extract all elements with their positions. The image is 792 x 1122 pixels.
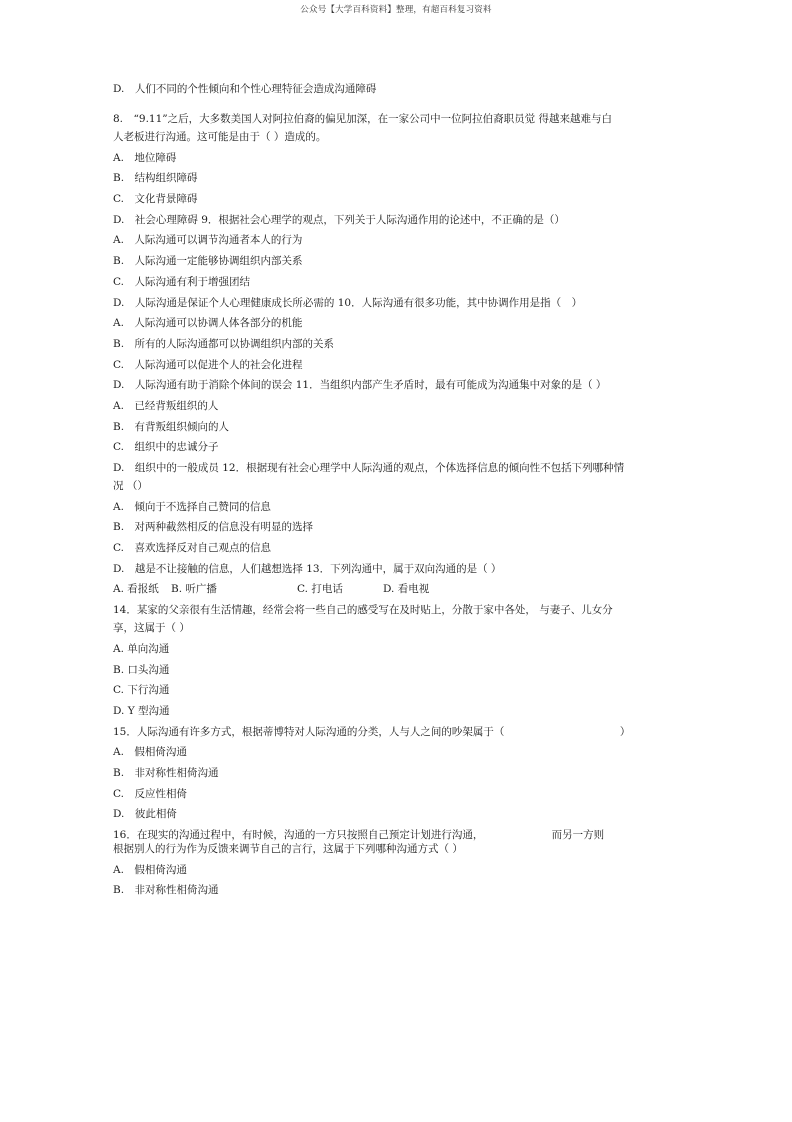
text-line: C. 下行沟通 xyxy=(113,684,170,697)
q13-options xyxy=(113,582,683,596)
text-line: 人老板进行沟通。这可能是由于（ ）造成的。 xyxy=(113,131,327,143)
text-line: D. 人际沟通是保证个人心理健康成长所必需的 10．人际沟通有很多功能，其中协调作用是指（ ） xyxy=(113,296,583,309)
option-d: D. 看电视 xyxy=(383,583,430,596)
text-line: A. 单向沟通 xyxy=(113,642,170,655)
text-line: B. 对两种截然相反的信息没有明显的选择 xyxy=(113,521,314,534)
text-line: A. 已经背叛组织的人 xyxy=(113,399,219,412)
text-line: C. 组织中的忠诚分子 xyxy=(113,441,219,454)
option-b: B. 听广播 xyxy=(171,583,217,596)
text-line: C. 喜欢选择反对自己观点的信息 xyxy=(113,542,271,555)
option-a: A. 看报纸 xyxy=(113,583,159,596)
text-line: 8. “9.11”之后，大多数美国人对阿拉伯裔的偏见加深，在一家公司中一位阿拉伯裔职员觉 得越来越难与白 xyxy=(113,113,612,125)
text-line: 享，这属于（ ） xyxy=(113,622,190,635)
text-line: C. 人际沟通有利于增强团结 xyxy=(113,275,250,288)
text-line: B. 有背叛组织倾向的人 xyxy=(113,420,230,433)
text-line: B. 人际沟通一定能够协调组织内部关系 xyxy=(113,255,303,268)
text-line: D. 彼此相倚 xyxy=(113,808,177,821)
document-body xyxy=(113,82,683,897)
text-line: 16．在现实的沟通过程中，有时候，沟通的一方只按照自己预定计划进行沟通， 而另一方则 xyxy=(113,829,605,841)
text-line: A. 倾向于不选择自己赞同的信息 xyxy=(113,500,271,513)
text-line: B. 结构组织障碍 xyxy=(113,172,198,185)
page-header: 公众号【大学百科资料】整理，有超百科复习资料 xyxy=(300,5,492,15)
text-line: D. 社会心理障碍 9．根据社会心理学的观点，下列关于人际沟通作用的论述中，不正确的是（） xyxy=(113,213,565,226)
text-line: C. 人际沟通可以促进个人的社会化进程 xyxy=(113,358,303,371)
text-line: B. 非对称性相倚沟通 xyxy=(113,766,219,779)
text-line: B. 口头沟通 xyxy=(113,663,170,676)
text-line: 况 （） xyxy=(113,480,148,492)
text-line: D. Y 型沟通 xyxy=(113,704,170,717)
text-line: D. 越是不让接触的信息，人们越想选择 13．下列沟通中，属于双向沟通的是（ ） xyxy=(113,562,502,575)
text-line: C. 反应性相倚 xyxy=(113,787,187,800)
text-line: D. 人们不同的个性倾向和个性心理特征会造成沟通障碍 xyxy=(113,83,377,95)
text-line: A. 人际沟通可以调节沟通者本人的行为 xyxy=(113,234,303,247)
text-line: B. 非对称性相倚沟通 xyxy=(113,884,219,897)
text-line: 根据别人的行为作为反馈来调节自己的言行，这属于下列哪种沟通方式（ ） xyxy=(113,843,463,855)
text-line: A. 假相倚沟通 xyxy=(113,746,187,759)
text-line: D. 组织中的一般成员 12．根据现有社会心理学中人际沟通的观点，个体选择信息的倾向性不包括下列哪种情 xyxy=(113,462,625,474)
text-line: C. 文化背景障碍 xyxy=(113,193,198,206)
text-line: A. 地位障碍 xyxy=(113,151,177,164)
text-line: A. 假相倚沟通 xyxy=(113,863,187,876)
text-line: B. 所有的人际沟通都可以协调组织内部的关系 xyxy=(113,337,335,350)
text-line: 15．人际沟通有许多方式，根据蒂博特对人际沟通的分类，人与人之间的吵架属于（ ） xyxy=(113,725,631,738)
text-line: A. 人际沟通可以协调人体各部分的机能 xyxy=(113,317,303,330)
option-c: C. 打电话 xyxy=(297,583,343,596)
text-line: D. 人际沟通有助于消除个体间的误会 11．当组织内部产生矛盾时，最有可能成为沟通集中对象的是（ ） xyxy=(113,379,607,392)
text-line: 14．某家的父亲很有生活情趣，经常会将一些自己的感受写在及时贴上，分散于家中各处， 与妻子、儿女分 xyxy=(113,604,613,617)
